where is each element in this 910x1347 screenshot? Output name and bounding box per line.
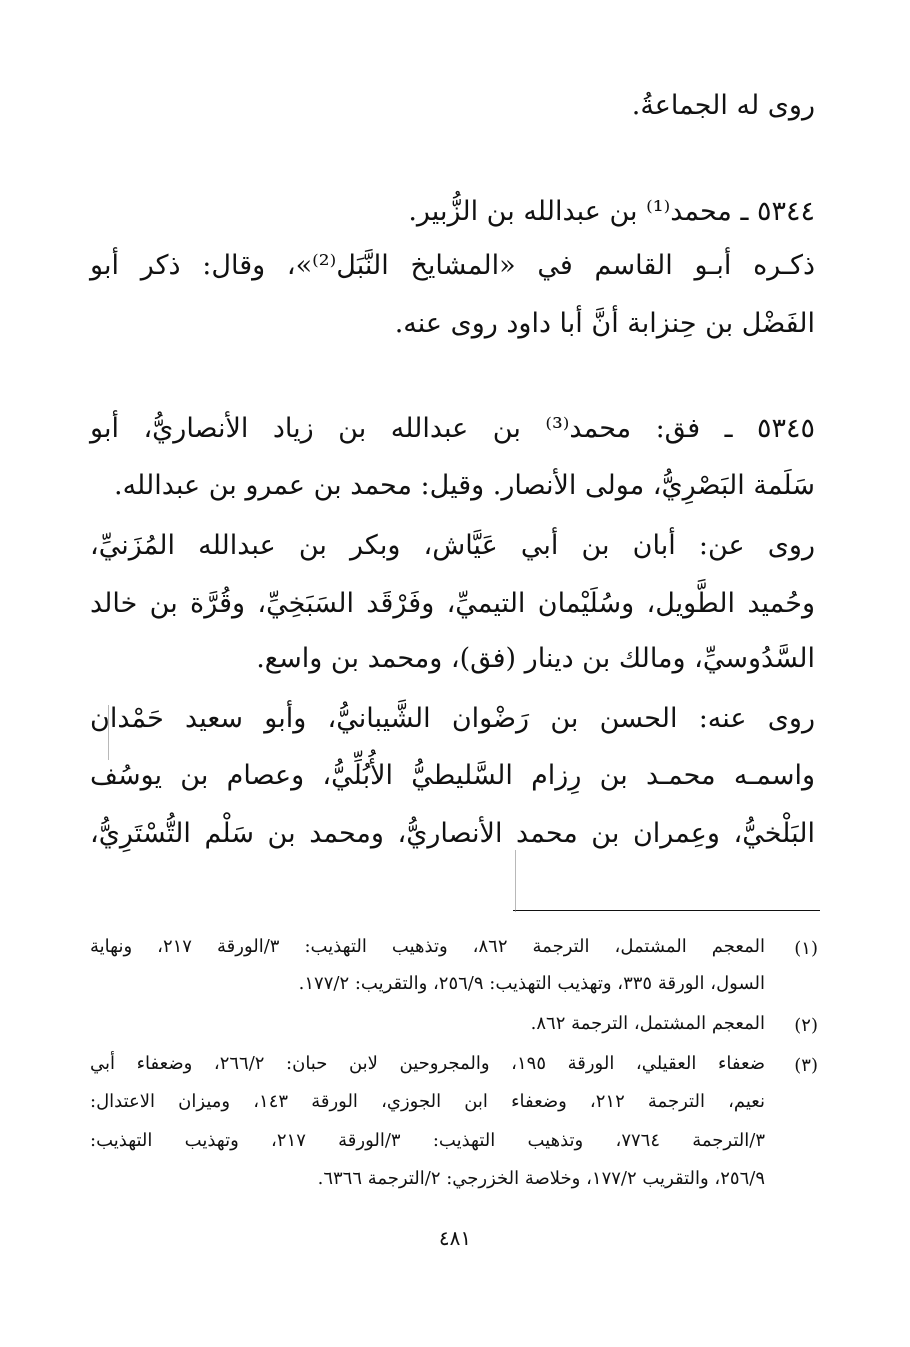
narrated-by-line-3: البَلْخيُّ، وعِمران بن محمد الأنصاريُّ، ومحمد بن سَلْم التُّسْتَرِيُّ، (90, 818, 815, 849)
narrated-by-line-2: واسمـه محمـد بن رِزام السَّليطيُّ الأُبُلِّيُّ، وعصام بن يوسُف (90, 760, 815, 791)
narrated-from-line-2: وحُميد الطَّويل، وسُلَيْمان التيميِّ، وفَرْقَد السَبَخِيِّ، وقُرَّة بن خالد (90, 588, 815, 619)
footnote-3-line-1: ضعفاء العقيلي، الورقة ١٩٥، والمجروحين لابن حبان: ٢٦٦/٢، وضعفاء أبي (90, 1053, 765, 1074)
entry-5345-heading: ٥٣٤٥ ـ فق: محمد⁽³⁾ بن عبدالله بن زياد الأنصاريُّ، أبو (90, 413, 816, 444)
scan-mark (515, 850, 516, 912)
page-number: ٤٨١ (438, 1226, 472, 1250)
body-line-4: الفَضْل بن حِنزابة أنَّ أبا داود روى عنه. (394, 308, 815, 339)
footnote-3-line-3: ٣/الترجمة ٧٧٦٤، وتذهيب التهذيب: ٣/الورقة ٢١٧، وتهذيب التهذيب: (90, 1130, 765, 1151)
footnote-1-line-1: المعجم المشتمل، الترجمة ٨٦٢، وتذهيب التهذيب: ٣/الورقة ٢١٧، ونهاية (90, 936, 765, 957)
body-line-3: ذكـره أبـو القاسم في «المشايخ النَّبَل⁽²⁾»، وقال: ذكر أبو (90, 250, 815, 281)
footnote-2-line-1: المعجم المشتمل، الترجمة ٨٦٢. (530, 1013, 765, 1034)
narrated-from-line-1: روى عن: أبان بن أبي عَيَّاش، وبكر بن عبدالله المُزَنيِّ، (90, 530, 815, 561)
narrated-by-line-1: روى عنه: الحسن بن رَضْوان الشَّيبانيُّ، وأبو سعيد حَمْدان (90, 703, 815, 734)
footnote-3-line-4: ٢٥٦/٩، والتقريب ١٧٧/٢، وخلاصة الخزرجي: ٢/الترجمة ٦٣٦٦. (317, 1168, 765, 1189)
footnote-1-marker: (١) (794, 938, 818, 959)
narrated-from-line-3: السَّدُوسيِّ، ومالك بن دينار (فق)، ومحمد بن واسع. (256, 643, 815, 674)
scan-mark (108, 705, 109, 760)
footnote-3-line-2: نعيم، الترجمة ٢١٢، وضعفاء ابن الجوزي، الورقة ١٤٣، وميزان الاعتدال: (90, 1091, 765, 1112)
footnote-2-marker: (٢) (794, 1015, 818, 1036)
body-line-6: سَلَمة البَصْرِيُّ، مولى الأنصار. وقيل: محمد بن عمرو بن عبدالله. (114, 470, 815, 501)
body-line-1: روى له الجماعةُ. (631, 90, 815, 121)
footnote-3-marker: (٣) (794, 1055, 818, 1076)
footnote-1-line-2: السول، الورقة ٣٣٥، وتهذيب التهذيب: ٢٥٦/٩، والتقريب: ١٧٧/٢. (298, 973, 765, 994)
entry-5344-heading: ٥٣٤٤ ـ محمد⁽¹⁾ بن عبدالله بن الزُّبير. (408, 196, 815, 227)
footnote-separator (513, 910, 820, 911)
